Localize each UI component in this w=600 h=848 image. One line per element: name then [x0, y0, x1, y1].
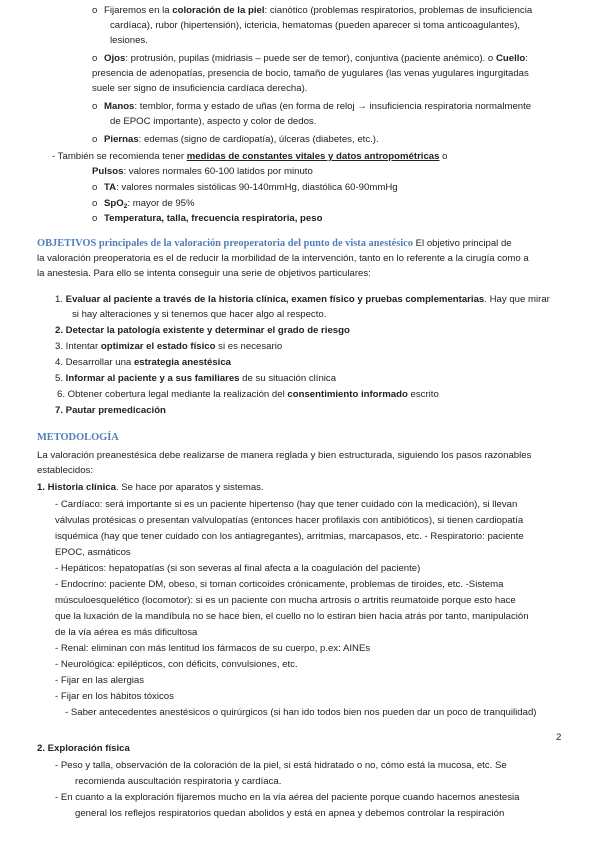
text-line: - Renal: eliminan con más lentitud los fármacos de su cuerpo, p.ex: AINEs [55, 643, 371, 654]
circle-bullet-icon: o [92, 134, 98, 145]
text-line: músculoesquelético (locomotor): si es un paciente con mucha artrosis o artritis reumatoide porque esto hace [55, 595, 516, 606]
circle-bullet-icon: o [92, 213, 98, 224]
circle-bullet-icon: o [92, 101, 98, 112]
text-line: de EPOC importante), aspecto y color de dedos. [110, 116, 317, 127]
bullet-ojos: o Ojos: protrusión, pupilas (midriasis – puede ser de temor), conjuntiva (paciente anémico). o Cuello: [92, 53, 528, 64]
bullet-ta: o TA: valores normales sistólicas 90-140mmHg, diastólica 60-90mmHg [92, 182, 398, 193]
objetivo-item: 7. Pautar premedicación [55, 405, 166, 416]
bullet-manos: o Manos: temblor, forma y estado de uñas (en forma de reloj → insuficiencia respiratoria normalmente [92, 101, 532, 112]
text-line: isquémica (hay que tener cuidado con los antiagregantes), arritmias, marcapasos, etc. - Respiratorio: paciente [55, 531, 524, 542]
section-heading: OBJETIVOS principales de la valoración preoperatoria del punto de vista anestésico [37, 238, 413, 249]
historia-heading: 1. Historia clínica. Se hace por aparatos y sistemas. [37, 482, 264, 493]
text-line: establecidos: [37, 465, 93, 476]
text-line: recomienda auscultación respiratoria y cardíaca. [75, 776, 282, 787]
circle-bullet-icon: o [92, 53, 98, 64]
objetivo-item: 5. Informar al paciente y a sus familiares de su situación clínica [55, 373, 337, 384]
bullet-piernas: o Piernas: edemas (signo de cardiopatía), úlceras (diabetes, etc.). [92, 134, 379, 145]
objetivo-item: 4. Desarrollar una estrategia anestésica [55, 357, 231, 368]
objetivo-item: 6. Obtener cobertura legal mediante la realización del consentimiento informado escrito [57, 389, 439, 400]
text-line: - Peso y talla, observación de la coloración de la piel, si está hidratado o no, cómo está la mucosa, etc. Se [55, 760, 507, 771]
text-line: suele ser signo de insuficiencia cardíaca derecha). [92, 83, 308, 94]
exploracion-heading: 2. Exploración física [37, 743, 130, 754]
bullet-spo2: o SpO$_2$: mayor de 95% [92, 198, 195, 210]
circle-bullet-icon: o [92, 182, 98, 193]
objetivo-item: 3. Intentar optimizar el estado físico si es necesario [55, 341, 283, 352]
bullet-piel: o Fijaremos en la coloración de la piel: cianótico (problemas respiratorios, problemas de insuficiencia [92, 5, 533, 16]
text-line: - Endocrino: paciente DM, obeso, si toman corticoides crónicamente, problemas de tiroides, etc. -Sistema [55, 579, 504, 590]
text-line: - Hepáticos: hepatopatías (si son severas al final afecta a la coagulación del paciente) [55, 563, 421, 574]
text-line: La valoración preanestésica debe realizarse de manera reglada y bien estructurada, siguiendo los pasos razonables [37, 450, 532, 461]
text-line: - Fijar en las alergias [55, 675, 145, 686]
constantes-line: - También se recomienda tener medidas de constantes vitales y datos antropométricas o [52, 151, 448, 162]
text-line: la valoración preoperatoria es el de reducir la morbilidad de la intervención, tanto en lo referente a la cirugía como a [37, 253, 529, 264]
text-line: - En cuanto a la exploración fijaremos mucho en la vía aérea del paciente porque cuando hacemos anestesia [55, 792, 520, 803]
objetivos-heading-line: OBJETIVOS principales de la valoración preoperatoria del punto de vista anestésico El objetivo principal de [37, 238, 512, 249]
text-line: - Fijar en los hábitos tóxicos [55, 691, 174, 702]
text-line: que la luxación de la mandíbula no se hace bien, el cuello no lo estiran bien hacia atrás por tanto, manipulación [55, 611, 529, 622]
text-line: cardíaca), rubor (hipertensión), ictericia, hematomas (pueden aparecer si toma anticoagulantes), [110, 20, 521, 31]
bullet-temperatura: o Temperatura, talla, frecuencia respiratoria, peso [92, 213, 323, 224]
objetivo-item: 1. Evaluar al paciente a través de la historia clínica, examen físico y pruebas complementarias. Hay que mirar [55, 294, 550, 305]
section-heading: METODOLOGÍA [37, 432, 119, 443]
text-line: presencia de adenopatías, presencia de bocio, tamaño de yugulares (las venas yugulares ingurgitadas [92, 68, 529, 79]
text-line: válvulas protésicas o presentan valvulopatías (entonces hacer profilaxis con antibióticos), si tienen cardiopatía [55, 515, 524, 526]
text-line: de la vía aérea es más dificultosa [55, 627, 198, 638]
text-line: general los reflejos respiratorios quedan abolidos y está en apnea y debemos controlar la respiración [75, 808, 505, 819]
text-line: EPOC, asmáticos [55, 547, 131, 558]
text-line: la anestesia. Para ello se intenta conseguir una serie de objetivos particulares: [37, 268, 371, 279]
pulsos-line: Pulsos: valores normales 60-100 latidos por minuto [92, 166, 313, 177]
page-number: 2 [556, 732, 562, 743]
text-line: lesiones. [110, 35, 148, 46]
text-line: - Cardíaco: será importante si es un paciente hipertenso (hay que tener cuidado con la medicación), si llevan [55, 499, 518, 510]
text-line: si hay alteraciones y si tenemos que hacer algo al respecto. [72, 309, 327, 320]
text-line: - Neurológica: epilépticos, con déficits, convulsiones, etc. [55, 659, 298, 670]
circle-bullet-icon: o [92, 5, 98, 16]
circle-bullet-icon: o [92, 198, 98, 209]
objetivo-item: 2. Detectar la patología existente y determinar el grado de riesgo [55, 325, 350, 336]
text-line: - Saber antecedentes anestésicos o quirúrgicos (si han ido todos bien nos pueden dar un poco de tranquilidad) [65, 707, 537, 718]
